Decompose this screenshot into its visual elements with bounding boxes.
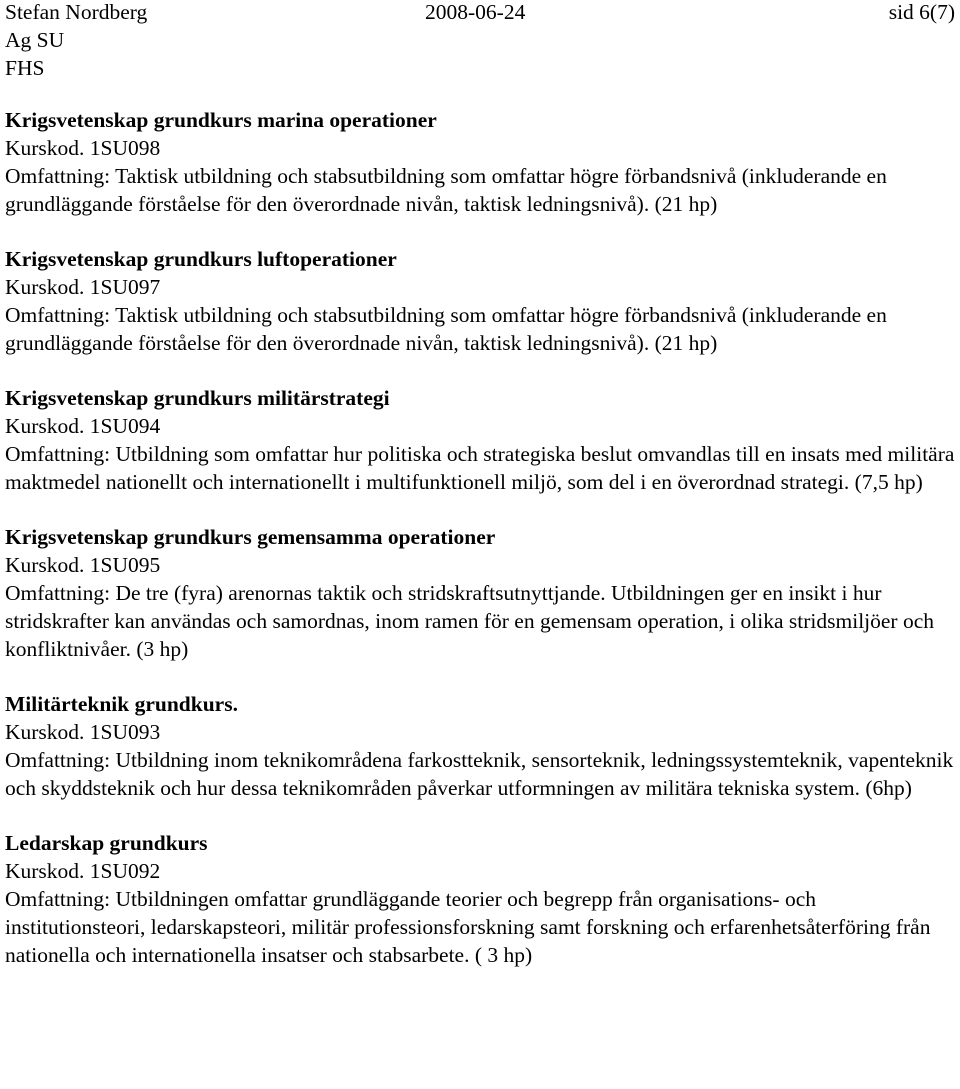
course-code: Kurskod. 1SU095 xyxy=(5,553,161,577)
course-scope: Omfattning: De tre (fyra) arenornas taktik och stridskraftsutnyttjande. Utbildningen ger en insikt i hur stridskrafter kan användas och samordnas, inom ramen för en gemensam operation, i olika stridsmiljöer och konfliktnivåer. (3 hp) xyxy=(5,581,935,661)
course-code: Kurskod. 1SU093 xyxy=(5,720,161,744)
course-title: Krigsvetenskap grundkurs gemensamma operationer xyxy=(5,525,496,549)
document-date: 2008-06-24 xyxy=(425,0,526,24)
course-entry xyxy=(5,106,960,218)
course-scope: Omfattning: Taktisk utbildning och stabsutbildning som omfattar högre förbandsnivå (inkluderande en grundläggande förståelse för den överordnade nivån, taktisk ledningsnivå). (21 hp) xyxy=(5,164,887,216)
course-list xyxy=(5,106,960,996)
course-scope: Omfattning: Taktisk utbildning och stabsutbildning som omfattar högre förbandsnivå (inkluderande en grundläggande förståelse för den överordnade nivån, taktisk ledningsnivå). (21 hp) xyxy=(5,303,887,355)
page-header xyxy=(5,0,955,82)
course-scope: Omfattning: Utbildningen omfattar grundläggande teorier och begrepp från organisations- och institutionsteori, ledarskapsteori, militär professionsforskning samt forskning och erfarenhetsåterföring från nationella och internationella insatser och stabsarbete. ( 3 hp) xyxy=(5,887,931,967)
course-code: Kurskod. 1SU098 xyxy=(5,136,161,160)
course-entry xyxy=(5,523,960,663)
course-entry xyxy=(5,690,960,802)
course-title: Militärteknik grundkurs. xyxy=(5,692,238,716)
course-entry xyxy=(5,245,960,357)
course-entry xyxy=(5,829,960,969)
header-line-organization: FHS xyxy=(5,56,45,80)
page-number: sid 6(7) xyxy=(888,0,955,24)
course-entry xyxy=(5,384,960,496)
course-title: Krigsvetenskap grundkurs luftoperationer xyxy=(5,247,397,271)
course-title: Krigsvetenskap grundkurs marina operationer xyxy=(5,108,437,132)
course-title: Krigsvetenskap grundkurs militärstrategi xyxy=(5,386,390,410)
course-code: Kurskod. 1SU097 xyxy=(5,275,161,299)
course-scope: Omfattning: Utbildning som omfattar hur politiska och strategiska beslut omvandlas till en insats med militära maktmedel nationellt och internationellt i multifunktionell miljö, som del i en överordnad strategi. (7,5 hp) xyxy=(5,442,955,494)
author-name: Stefan Nordberg xyxy=(5,0,148,24)
course-code: Kurskod. 1SU094 xyxy=(5,414,161,438)
course-code: Kurskod. 1SU092 xyxy=(5,859,161,883)
course-scope: Omfattning: Utbildning inom teknikområdena farkostteknik, sensorteknik, ledningssystemteknik, vapenteknik och skyddsteknik och hur dessa teknikområden påverkar utformningen av militära tekniska system. (6hp) xyxy=(5,748,954,800)
header-line-department: Ag SU xyxy=(5,28,65,52)
course-title: Ledarskap grundkurs xyxy=(5,831,208,855)
